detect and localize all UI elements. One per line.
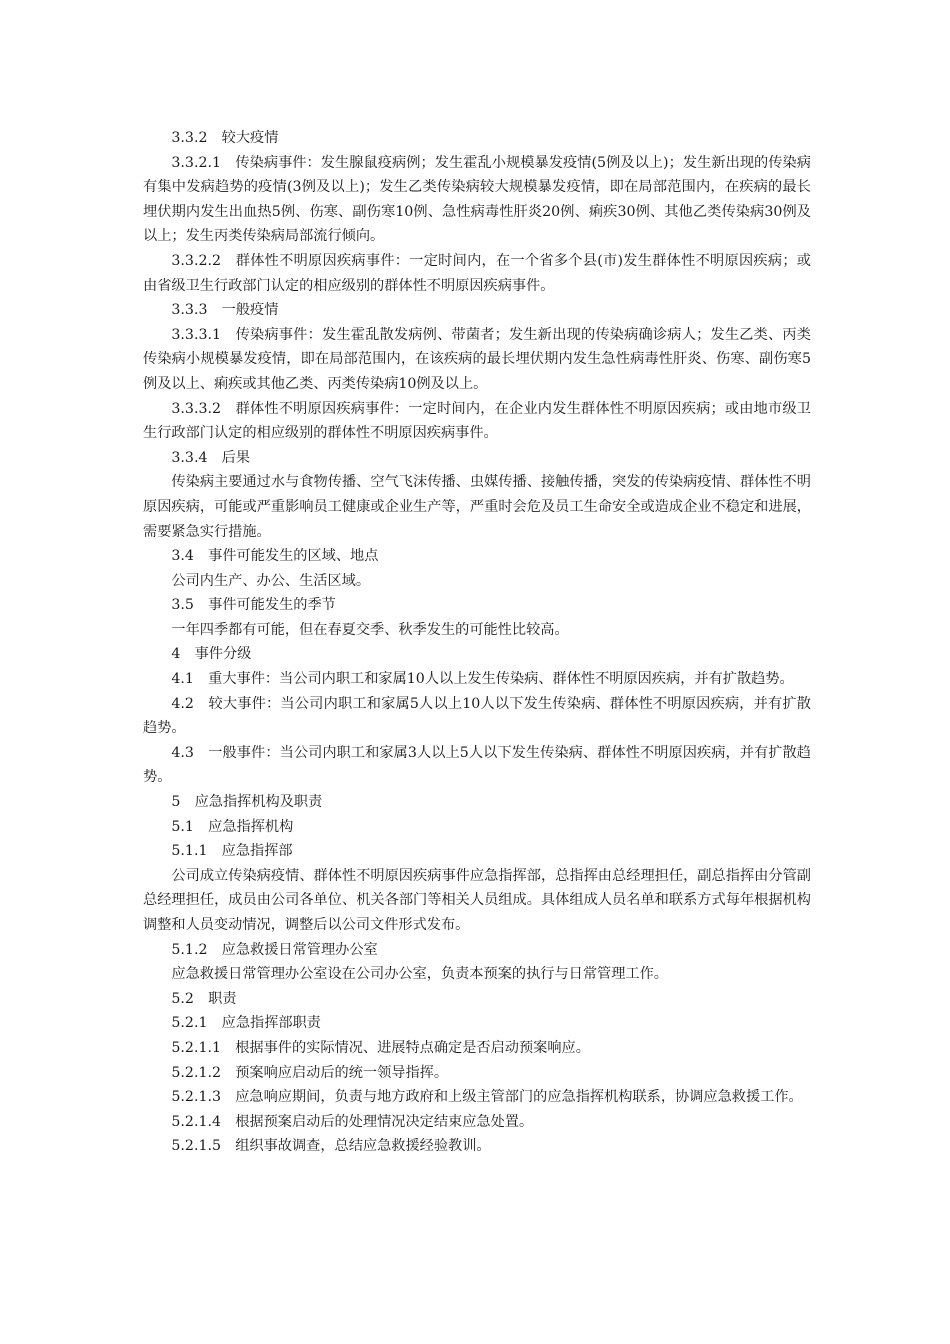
paragraph-5-2-1-1: 5.2.1.1 根据事件的实际情况、进展特点确定是否启动预案响应。 — [171, 1039, 590, 1056]
section-heading-3-4: 3.4 事件可能发生的区域、地点 — [171, 548, 379, 565]
section-heading-5-1-1: 5.1.1 应急指挥部 — [171, 843, 293, 860]
paragraph-5-2-1-2: 5.2.1.2 预案响应启动后的统一领导指挥。 — [171, 1064, 449, 1081]
section-heading-5-2-1: 5.2.1 应急指挥部职责 — [171, 1015, 321, 1032]
section-heading-3-3-4: 3.3.4 后果 — [171, 449, 251, 466]
section-heading-5-2: 5.2 职责 — [171, 990, 237, 1007]
section-heading-5-1: 5.1 应急指挥机构 — [171, 818, 294, 835]
section-heading-5: 5 应急指挥机构及职责 — [171, 794, 323, 811]
document-body — [143, 126, 811, 1159]
paragraph-office: 应急救援日常管理办公室设在公司办公室，负责本预案的执行与日常管理工作。 — [171, 966, 668, 983]
paragraph-4-1: 4.1 重大事件：当公司内职工和家属10人以上发生传染病、群体性不明原因疾病，并有扩散趋势。 — [171, 671, 794, 688]
paragraph-5-2-1-5: 5.2.1.5 组织事故调查，总结应急救援经验教训。 — [171, 1138, 491, 1155]
paragraph-consequences: 传染病主要通过水与食物传播、空气飞沫传播、虫媒传播、接触传播，突发的传染病疫情、群体性不明原因疾病，可能或严重影响员工健康或企业生产等，严重时会危及员工生命安全或造成企业不稳定和进展，需要紧急实行措施。 — [143, 474, 811, 540]
paragraph-3-3-3-1: 3.3.3.1 传染病事件：发生霍乱散发病例、带菌者；发生新出现的传染病确诊病人；发生乙类、丙类传染病小规模暴发疫情，即在局部范围内，在该疾病的最长埋伏期内发生急性病毒性肝炎、伤寒、副伤寒5例及以上、痢疾或其他乙类、丙类传染病10例及以上。 — [143, 326, 811, 392]
paragraph-3-3-3-2: 3.3.3.2 群体性不明原因疾病事件：一定时间内，在企业内发生群体性不明原因疾病；或由地市级卫生行政部门认定的相应级别的群体性不明原因疾病事件。 — [143, 400, 811, 442]
paragraph-areas: 公司内生产、办公、生活区域。 — [171, 572, 371, 589]
paragraph-command-center: 公司成立传染病疫情、群体性不明原因疾病事件应急指挥部，总指挥由总经理担任，副总指挥由分管副总经理担任，成员由公司各单位、机关各部门等相关人员组成。具体组成人员名单和联系方式每年根据机构调整和人员变动情况，调整后以公司文件形式发布。 — [143, 867, 811, 933]
paragraph-5-2-1-3: 5.2.1.3 应急响应期间，负责与地方政府和上级主管部门的应急指挥机构联系，协调应急救援工作。 — [171, 1089, 803, 1106]
paragraph-seasons: 一年四季都有可能，但在春夏交季、秋季发生的可能性比较高。 — [171, 621, 569, 638]
paragraph-4-3: 4.3 一般事件：当公司内职工和家属3人以上5人以下发生传染病、群体性不明原因疾病，并有扩散趋势。 — [143, 744, 811, 786]
section-heading-5-1-2: 5.1.2 应急救援日常管理办公室 — [171, 941, 378, 958]
paragraph-4-2: 4.2 较大事件：当公司内职工和家属5人以上10人以下发生传染病、群体性不明原因疾病，并有扩散趋势。 — [143, 695, 811, 737]
section-heading-4: 4 事件分级 — [171, 646, 252, 663]
paragraph-5-2-1-4: 5.2.1.4 根据预案启动后的处理情况决定结束应急处置。 — [171, 1113, 534, 1130]
section-heading-3-5: 3.5 事件可能发生的季节 — [171, 597, 336, 614]
section-heading-3-3-2: 3.3.2 较大疫情 — [171, 130, 279, 146]
paragraph-3-3-2-1: 3.3.2.1 传染病事件：发生腺鼠疫病例；发生霍乱小规模暴发疫情(5例及以上)；发生新出现的传染病有集中发病趋势的疫情(3例及以上)；发生乙类传染病较大规模暴发疫情，即在局部范围内，在疾病的最长埋伏期内发生出血热5例、伤寒、副伤寒10例、急性病毒性肝炎20例、痢疾30例、其他乙类传染病30例及以上；发生丙类传染病局部流行倾向。 — [143, 154, 811, 245]
paragraph-3-3-2-2: 3.3.2.2 群体性不明原因疾病事件：一定时间内，在一个省多个县(市)发生群体性不明原因疾病；或由省级卫生行政部门认定的相应级别的群体性不明原因疾病事件。 — [143, 252, 811, 294]
section-heading-3-3-3: 3.3.3 一般疫情 — [171, 302, 279, 319]
